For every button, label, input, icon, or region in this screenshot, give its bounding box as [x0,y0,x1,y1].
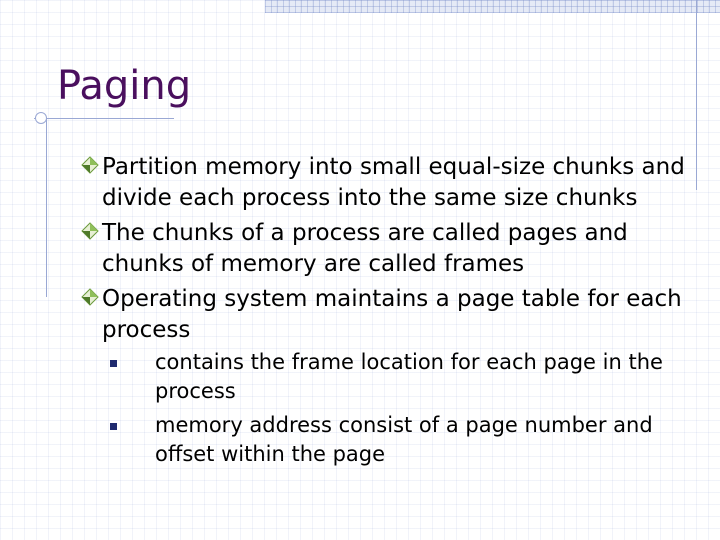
title-underline [34,118,174,119]
diamond-bullet-icon [81,156,99,174]
bullet-text: Partition memory into small equal-size chunks and divide each process into the same size chunks [102,154,685,211]
diamond-bullet-icon [81,288,99,306]
sub-bullet-item [110,348,692,405]
bullet-item [80,218,690,279]
circle-ornament-icon [35,112,47,124]
square-bullet-icon [110,423,117,430]
left-guide-line [46,117,47,297]
sub-bullet-item [110,411,692,468]
bullet-item [80,284,690,468]
bullet-text: Operating system maintains a page table for each process [102,286,682,343]
right-guide-line [696,0,697,190]
bullet-text: The chunks of a process are called pages and chunks of memory are called frames [102,220,628,277]
diamond-bullet-icon [81,222,99,240]
bullet-item [80,152,690,213]
header-decoration-bar [265,0,720,13]
sub-bullet-text: memory address consist of a page number and offset within the page [155,413,653,466]
slide-title: Paging [57,63,192,109]
sub-bullet-text: contains the frame location for each page in the process [155,350,663,403]
square-bullet-icon [110,360,117,367]
sub-bullet-list [110,348,692,468]
bullet-list [80,152,690,474]
